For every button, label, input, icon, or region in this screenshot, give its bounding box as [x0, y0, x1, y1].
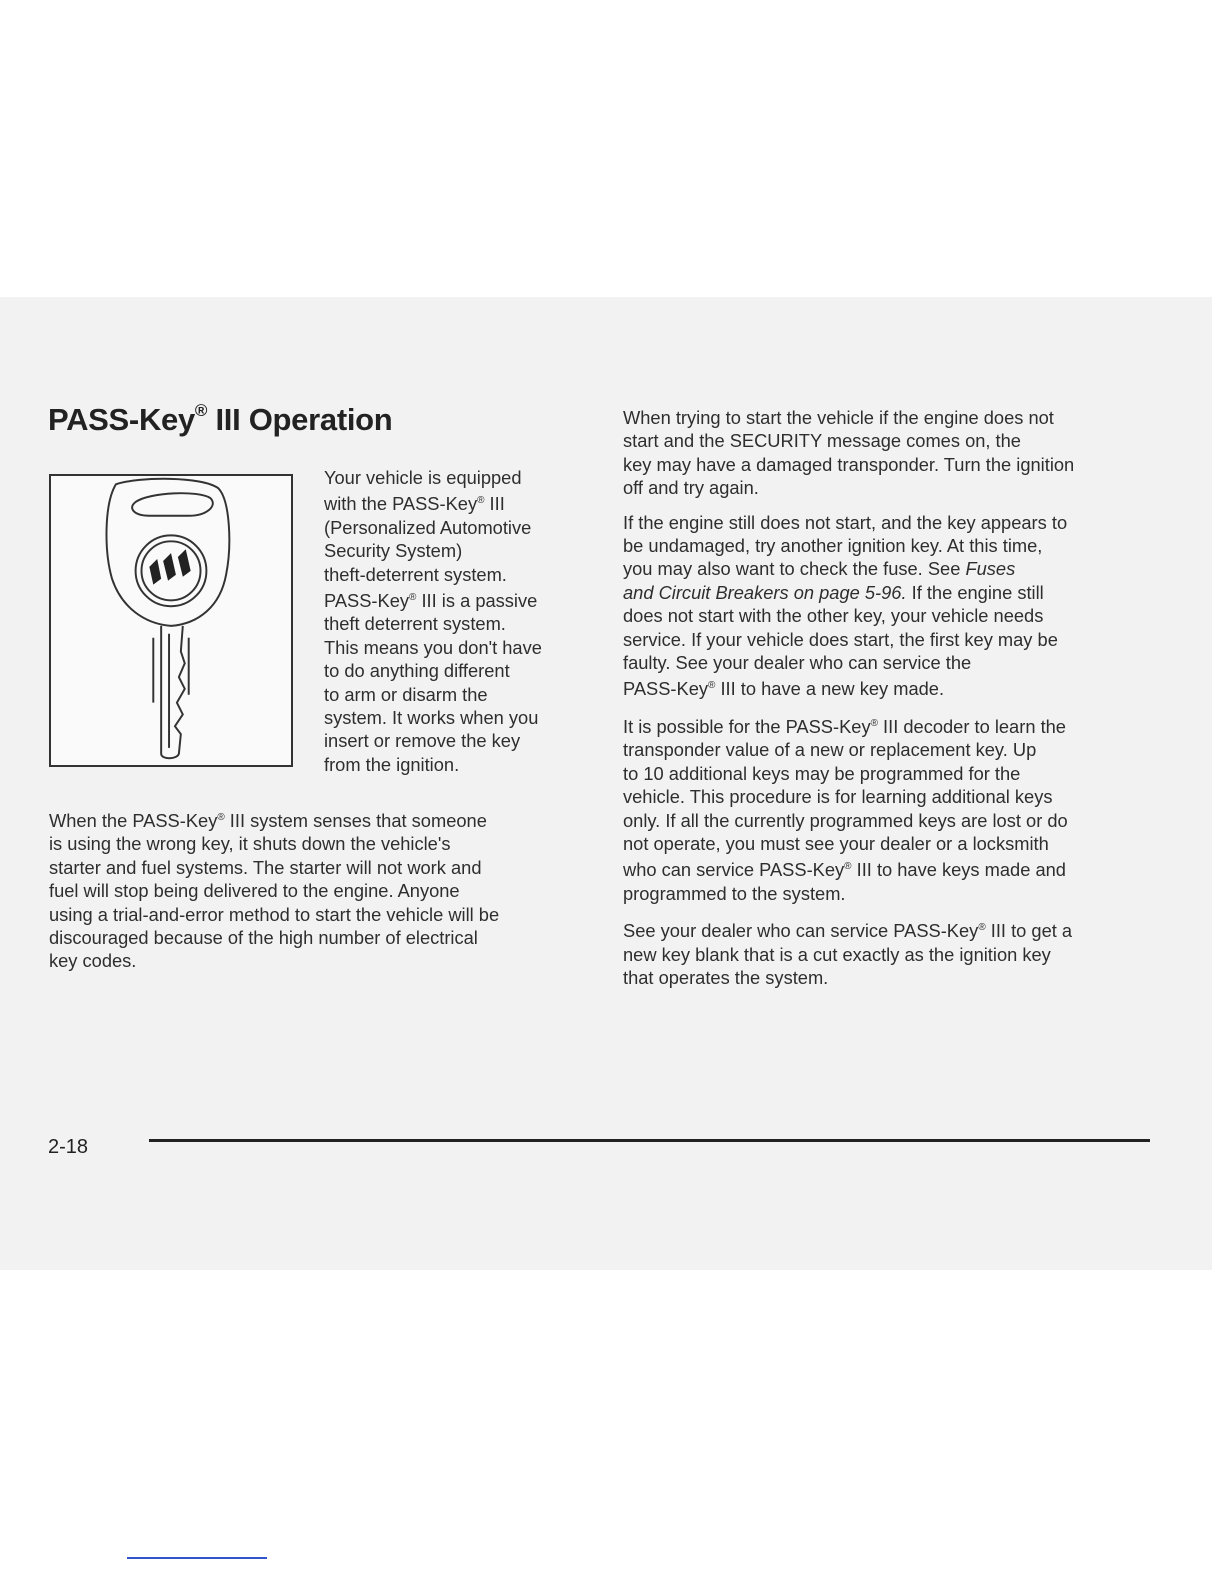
footer-rule [149, 1139, 1150, 1142]
page-number: 2-18 [48, 1136, 89, 1158]
engine-still-not-start-paragraph: If the engine still does not start, and the key appears to be undamaged, try another ignition key. At this time, you may also want to check the fuse. See Fuses and Circuit Breakers on page 5-96. If the engine still does not start with the other key, your vehicle needs service. If your vehicle does start, the first key may be faulty. See your dealer who can service the PASS-Key® III to have a new key made. [623, 511, 1068, 700]
key-with-buick-emblem-icon [51, 476, 291, 765]
fuses-reference-link[interactable]: Fuses [965, 558, 1016, 580]
wrong-key-paragraph: When the PASS-Key® III system senses that someone is using the wrong key, it shuts down the vehicle's starter and fuel systems. The starter will not work and fuel will stop being delivered to the engine. Anyone using a trial-and-error method to start the vehicle will be discouraged because of the high number of electrical key codes. [49, 810, 500, 972]
intro-text: Your vehicle is equipped with the PASS-Key® III (Personalized Automotive Security System) theft-deterrent system. PASS-Key® III is a passive theft deterrent system. This means you don't have to do anything different to arm or disarm the system. It works when you insert or remove the key from the ignition. [324, 467, 542, 775]
security-message-paragraph: When trying to start the vehicle if the engine does not start and the SECURITY message comes on, the key may have a damaged transponder. Turn the ignition off and try again. [623, 407, 1075, 499]
bottom-link-underline[interactable] [127, 1557, 267, 1559]
key-illustration [49, 474, 293, 767]
page-title: PASS-Key® III Operation [48, 400, 393, 437]
decoder-learn-paragraph: It is possible for the PASS-Key® III decoder to learn the transponder value of a new or replacement key. Up to 10 additional keys may be programmed for the vehicle. This procedure is for learning additional keys only. If all the currently programmed keys are lost or do not operate, you must see your dealer or a locksmith who can service PASS-Key® III to have keys made and programmed to the system. [623, 715, 1068, 904]
right-column [623, 406, 1163, 1000]
circuit-breakers-reference-link[interactable]: and Circuit Breakers on page 5-96. [623, 581, 907, 603]
new-key-blank-paragraph: See your dealer who can service PASS-Key® III to get a new key blank that is a cut exactly as the ignition key that operates the system. [623, 920, 1073, 988]
